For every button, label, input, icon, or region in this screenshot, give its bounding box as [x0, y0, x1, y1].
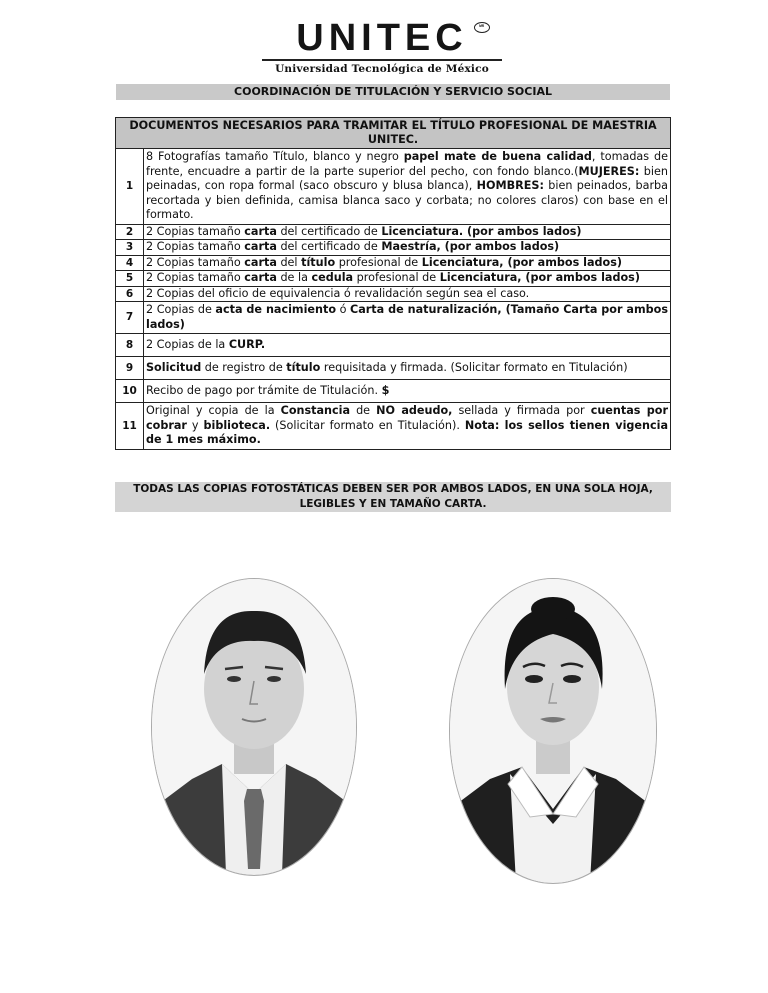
emphasis-text: acta de nacimiento	[215, 303, 337, 316]
table-header-row	[116, 118, 671, 149]
row-description	[144, 286, 671, 302]
emphasis-text: NO adeudo,	[376, 404, 453, 417]
emphasis-text: Carta de naturalización, (Tamaño Carta por ambos lados)	[146, 303, 668, 331]
row-description	[144, 240, 671, 256]
body-text: profesional de	[353, 271, 440, 285]
body-text: 2 Copias de la	[146, 337, 229, 351]
man-portrait-image	[152, 579, 356, 875]
row-number: 6	[116, 286, 144, 302]
body-text: bien peinadas, con ropa formal (saco obscuro y blusa blanca),	[146, 164, 668, 192]
emphasis-text: carta	[244, 255, 277, 269]
row-description	[144, 380, 671, 403]
body-text: profesional de	[335, 255, 422, 269]
emphasis-text: carta	[244, 240, 277, 254]
row-description	[144, 334, 671, 357]
emphasis-text: Maestría, (por ambos lados)	[381, 240, 560, 254]
body-text: Original y copia de la	[146, 404, 281, 417]
section-banner: COORDINACIÓN DE TITULACIÓN Y SERVICIO SOCIAL	[116, 84, 670, 100]
table-row	[116, 149, 671, 225]
row-number: 1	[116, 149, 144, 225]
row-number: 5	[116, 271, 144, 287]
emphasis-text: carta	[244, 224, 277, 238]
table-row	[116, 240, 671, 256]
body-text: 2 Copias tamaño	[146, 240, 245, 254]
emphasis-text: biblioteca.	[203, 418, 271, 432]
logo-word-text: UNITEC	[296, 17, 468, 59]
emphasis-text: Licenciatura. (por ambos lados)	[381, 224, 582, 238]
woman-portrait-image	[450, 579, 656, 883]
body-text: de registro de	[201, 360, 287, 374]
emphasis-text: Constancia	[280, 404, 351, 417]
row-description	[144, 224, 671, 240]
table-row	[116, 271, 671, 287]
body-text: requisitada y firmada. (Solicitar formato en Titulación)	[320, 360, 628, 374]
body-text: de	[350, 404, 377, 417]
table-row	[116, 380, 671, 403]
emphasis-text: $	[381, 383, 390, 397]
body-text: (Solicitar formato en Titulación).	[270, 418, 465, 432]
row-number: 3	[116, 240, 144, 256]
emphasis-text: Licenciatura, (por ambos lados)	[421, 255, 622, 269]
photo-woman	[449, 578, 657, 884]
emphasis-text: título	[286, 360, 321, 374]
body-text: 2 Copias de	[146, 303, 216, 316]
emphasis-text: papel mate de buena calidad	[403, 150, 592, 163]
logo-subtitle: Universidad Tecnológica de México	[262, 59, 502, 75]
body-text: ó	[336, 303, 351, 316]
body-text: 2 Copias tamaño	[146, 271, 245, 285]
row-description	[144, 255, 671, 271]
row-description	[144, 403, 671, 450]
registered-mark-icon: ᴹᴿ	[474, 22, 490, 33]
table-row	[116, 334, 671, 357]
body-text: , tomadas de frente, encuadre a partir de la parte superior del pecho, con fondo blanco.(	[146, 150, 668, 178]
emphasis-text: Nota: los sellos tienen vigencia de 1 mes máximo.	[146, 418, 668, 446]
photo-man	[151, 578, 357, 876]
unitec-logo	[252, 18, 512, 75]
row-number: 8	[116, 334, 144, 357]
body-text: bien peinados, barba recortada y bien definida, camisa blanca saco y corbata; no colores claros) con base en el formato.	[146, 179, 668, 221]
body-text: 2 Copias del oficio de equivalencia ó revalidación según sea el caso.	[146, 286, 530, 300]
table-row	[116, 286, 671, 302]
emphasis-text: carta	[244, 271, 277, 285]
body-text: del certificado de	[276, 240, 382, 254]
row-description	[144, 271, 671, 287]
body-text: 8 Fotografías tamaño Título, blanco y negro	[146, 150, 404, 163]
emphasis-text: Solicitud	[146, 360, 202, 374]
body-text: del certificado de	[276, 224, 382, 238]
row-number: 2	[116, 224, 144, 240]
row-number: 9	[116, 357, 144, 380]
row-number: 11	[116, 403, 144, 450]
emphasis-text: Licenciatura, (por ambos lados)	[439, 271, 640, 285]
body-text: 2 Copias tamaño	[146, 224, 245, 238]
row-description	[144, 149, 671, 225]
table-header: DOCUMENTOS NECESARIOS PARA TRAMITAR EL TÍTULO PROFESIONAL DE MAESTRIA UNITEC.	[116, 118, 671, 149]
row-number: 10	[116, 380, 144, 403]
table-row	[116, 224, 671, 240]
logo-wordmark	[296, 17, 485, 59]
table-row	[116, 403, 671, 450]
body-text: del	[276, 255, 302, 269]
body-text: de la	[276, 271, 312, 285]
footer-note: TODAS LAS COPIAS FOTOSTÁTICAS DEBEN SER POR AMBOS LADOS, EN UNA SOLA HOJA, LEGIBLES Y EN TAMAÑO CARTA.	[115, 482, 671, 512]
emphasis-text: CURP.	[228, 337, 266, 351]
body-text: 2 Copias tamaño	[146, 255, 245, 269]
row-number: 4	[116, 255, 144, 271]
emphasis-text: título	[301, 255, 336, 269]
table-row	[116, 302, 671, 334]
body-text: sellada y firmada por	[452, 404, 591, 417]
row-description	[144, 357, 671, 380]
row-number: 7	[116, 302, 144, 334]
emphasis-text: HOMBRES:	[476, 179, 544, 192]
documents-table	[115, 117, 671, 450]
table-row	[116, 357, 671, 380]
body-text: y	[186, 418, 204, 432]
emphasis-text: MUJERES:	[578, 164, 640, 178]
table-row	[116, 255, 671, 271]
emphasis-text: cedula	[311, 271, 354, 285]
row-description	[144, 302, 671, 334]
emphasis-text: cuentas por cobrar	[146, 404, 668, 432]
body-text: Recibo de pago por trámite de Titulación.	[146, 383, 382, 397]
